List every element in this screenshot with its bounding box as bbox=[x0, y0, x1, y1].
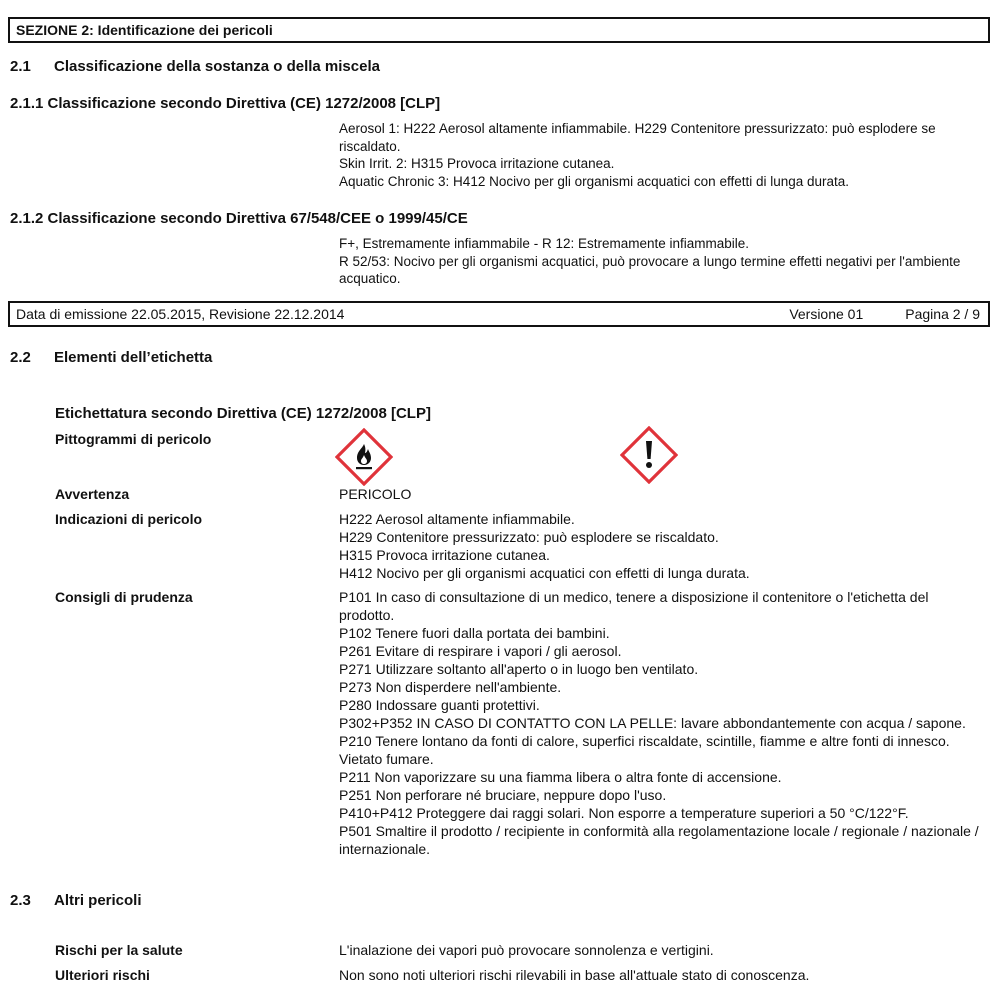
heading-2-1-2: 2.1.2 Classificazione secondo Direttiva 67/548/CEE o 1999/45/CE bbox=[10, 210, 468, 227]
precautionary-statement: P101 In caso di consultazione di un medico, tenere a disposizione il contenitore o l'etichetta del prodotto. bbox=[339, 589, 929, 623]
precautionary-statement: P251 Non perforare né bruciare, neppure dopo l'uso. bbox=[339, 787, 667, 803]
signal-word: PERICOLO bbox=[339, 486, 412, 502]
hazard-statement: H229 Contenitore pressurizzato: può esplodere se riscaldato. bbox=[339, 529, 719, 545]
heading-title: Altri pericoli bbox=[54, 892, 142, 909]
pictograms-label: Pittogrammi di pericolo bbox=[55, 431, 212, 447]
section-header-text: SEZIONE 2: Identificazione dei pericoli bbox=[16, 22, 273, 38]
heading-number: 2.1 bbox=[10, 58, 31, 75]
page-number: Pagina 2 / 9 bbox=[905, 306, 980, 322]
signal-word-label: Avvertenza bbox=[55, 486, 130, 502]
classification-line: R 52/53: Nocivo per gli organismi acquatici, può provocare a lungo termine effetti negativi per l'ambiente acquatico. bbox=[339, 253, 961, 286]
heading-2-1-1: 2.1.1 Classificazione secondo Direttiva (CE) 1272/2008 [CLP] bbox=[10, 95, 441, 112]
health-risks-label: Rischi per la salute bbox=[55, 942, 183, 958]
flame-pictogram-icon bbox=[335, 428, 393, 486]
heading-2-2 bbox=[10, 349, 212, 366]
classification-line: F+, Estremamente infiammabile - R 12: Estremamente infiammabile. bbox=[339, 236, 750, 251]
heading-number: 2.3 bbox=[10, 892, 31, 909]
precautionary-statement: P261 Evitare di respirare i vapori / gli aerosol. bbox=[339, 643, 622, 659]
exclamation-pictogram-icon bbox=[620, 426, 678, 484]
heading-title: Classificazione della sostanza o della miscela bbox=[54, 58, 380, 75]
heading-number: 2.2 bbox=[10, 349, 31, 366]
heading-2-1 bbox=[10, 58, 380, 75]
heading-title: Elementi dell’etichetta bbox=[54, 349, 213, 366]
precautionary-statements-label: Consigli di prudenza bbox=[55, 589, 193, 605]
precautionary-statement: P410+P412 Proteggere dai raggi solari. Non esporre a temperature superiori a 50 °C/122°F. bbox=[339, 805, 909, 821]
precautionary-statements bbox=[339, 588, 979, 858]
labelling-subtitle: Etichettatura secondo Direttiva (CE) 1272/2008 [CLP] bbox=[55, 405, 431, 422]
hazard-statement: H222 Aerosol altamente infiammabile. bbox=[339, 511, 575, 527]
hazard-statement: H412 Nocivo per gli organismi acquatici con effetti di lunga durata. bbox=[339, 565, 750, 581]
precautionary-statement: P280 Indossare guanti protettivi. bbox=[339, 697, 540, 713]
precautionary-statement: P211 Non vaporizzare su una fiamma libera o altra fonte di accensione. bbox=[339, 769, 782, 785]
clp-classification bbox=[339, 120, 989, 190]
precautionary-statement: P273 Non disperdere nell'ambiente. bbox=[339, 679, 562, 695]
issue-revision-dates: Data di emissione 22.05.2015, Revisione 22.12.2014 bbox=[16, 306, 345, 322]
other-risks-value: Non sono noti ulteriori rischi rilevabili in base all'attuale stato di conoscenza. bbox=[339, 967, 810, 983]
precautionary-statement: P302+P352 IN CASO DI CONTATTO CON LA PELLE: lavare abbondantemente con acqua / sapone. bbox=[339, 715, 966, 731]
page-footer-bar bbox=[8, 301, 990, 327]
hazard-statements-label: Indicazioni di pericolo bbox=[55, 511, 203, 527]
classification-line: Skin Irrit. 2: H315 Provoca irritazione cutanea. bbox=[339, 156, 615, 171]
precautionary-statement: P501 Smaltire il prodotto / recipiente in conformità alla regolamentazione locale / regionale / nazionale / internazionale. bbox=[339, 823, 979, 857]
health-risks-value: L'inalazione dei vapori può provocare sonnolenza e vertigini. bbox=[339, 942, 714, 958]
section-header bbox=[8, 17, 990, 43]
hazard-statement: H315 Provoca irritazione cutanea. bbox=[339, 547, 550, 563]
other-risks-label: Ulteriori rischi bbox=[55, 967, 150, 983]
dsd-classification bbox=[339, 235, 989, 288]
precautionary-statement: P102 Tenere fuori dalla portata dei bambini. bbox=[339, 625, 610, 641]
classification-line: Aerosol 1: H222 Aerosol altamente infiammabile. H229 Contenitore pressurizzato: può esplodere se riscaldato. bbox=[339, 121, 936, 154]
version-label: Versione 01 bbox=[789, 306, 864, 322]
classification-line: Aquatic Chronic 3: H412 Nocivo per gli organismi acquatici con effetti di lunga durata. bbox=[339, 173, 850, 189]
hazard-statements bbox=[339, 510, 989, 582]
precautionary-statement: P271 Utilizzare soltanto all'aperto o in luogo ben ventilato. bbox=[339, 661, 699, 677]
heading-2-3 bbox=[10, 892, 142, 909]
precautionary-statement: P210 Tenere lontano da fonti di calore, superfici riscaldate, scintille, fiamme e altre fonti di innesco. Vietato fumare. bbox=[339, 733, 950, 767]
